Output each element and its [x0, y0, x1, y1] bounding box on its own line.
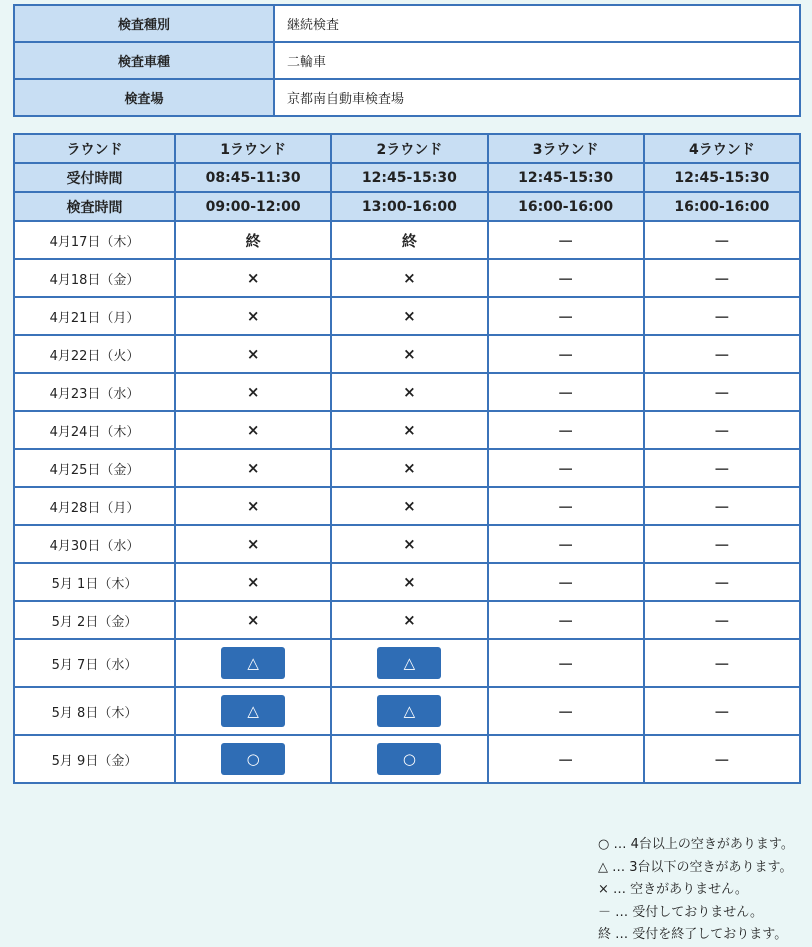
slot-cell [331, 297, 487, 335]
not-accepting-mark: － [557, 383, 574, 403]
schedule-row [14, 221, 800, 259]
slot-cell [644, 221, 800, 259]
schedule-date: 5月 2日（金） [14, 601, 175, 639]
info-value: 二輪車 [274, 42, 800, 79]
not-accepting-mark: － [557, 654, 574, 674]
schedule-date: 5月 8日（木） [14, 687, 175, 735]
slot-cell [644, 487, 800, 525]
slot-cell [331, 639, 487, 687]
slot-cell [644, 687, 800, 735]
full-mark: × [246, 611, 260, 629]
slot-cell [331, 563, 487, 601]
not-accepting-mark: － [713, 307, 730, 327]
full-mark: × [403, 497, 416, 515]
full-mark: × [246, 535, 260, 553]
info-label: 検査種別 [14, 5, 274, 42]
full-mark: × [246, 269, 260, 287]
legend-not-accepting: － … 受付しておりません。 [598, 904, 764, 920]
round-4-header: 4ラウンド [644, 134, 800, 163]
schedule-row [14, 601, 800, 639]
schedule-date: 5月 9日（金） [14, 735, 175, 783]
schedule-date: 5月 7日（水） [14, 639, 175, 687]
not-accepting-mark: － [713, 459, 730, 479]
schedule-row [14, 297, 800, 335]
schedule-date: 4月22日（火） [14, 335, 175, 373]
not-accepting-mark: － [557, 345, 574, 365]
not-accepting-mark: － [713, 611, 730, 631]
slot-cell [331, 525, 487, 563]
slot-cell [175, 487, 331, 525]
slot-cell [331, 335, 487, 373]
inspection-time-row [14, 192, 800, 221]
full-mark: × [403, 573, 416, 591]
slot-cell [175, 601, 331, 639]
round-header-row [14, 134, 800, 163]
not-accepting-mark: － [713, 383, 730, 403]
inspection-label: 検査時間 [14, 192, 175, 221]
slot-cell [644, 449, 800, 487]
reception-time: 08:45-11:30 [175, 163, 331, 192]
slot-cell [175, 411, 331, 449]
not-accepting-mark: － [713, 421, 730, 441]
schedule-date: 4月21日（月） [14, 297, 175, 335]
reception-time: 12:45-15:30 [331, 163, 487, 192]
not-accepting-mark: － [557, 269, 574, 289]
full-mark: × [403, 459, 416, 477]
slot-cell [488, 259, 644, 297]
full-mark: × [246, 497, 260, 515]
schedule-row [14, 639, 800, 687]
schedule-row [14, 563, 800, 601]
full-mark: × [246, 459, 260, 477]
full-mark: × [246, 383, 260, 401]
slot-cell [488, 639, 644, 687]
legend [598, 834, 794, 947]
inspection-time: 13:00-16:00 [331, 192, 487, 221]
info-row-type [14, 5, 800, 42]
reserve-available-button[interactable]: ○ [221, 743, 285, 775]
schedule-date: 5月 1日（木） [14, 563, 175, 601]
info-row-vehicle [14, 42, 800, 79]
slot-cell [175, 563, 331, 601]
slot-cell [488, 525, 644, 563]
schedule-date: 4月28日（月） [14, 487, 175, 525]
slot-cell [175, 525, 331, 563]
schedule-date: 4月30日（水） [14, 525, 175, 563]
schedule-date: 4月24日（木） [14, 411, 175, 449]
reception-time: 12:45-15:30 [488, 163, 644, 192]
not-accepting-mark: － [713, 535, 730, 555]
inspection-time: 09:00-12:00 [175, 192, 331, 221]
info-label: 検査場 [14, 79, 274, 116]
info-row-station [14, 79, 800, 116]
not-accepting-mark: － [713, 269, 730, 289]
slot-cell [644, 297, 800, 335]
not-accepting-mark: － [557, 459, 574, 479]
schedule-row [14, 335, 800, 373]
legend-available-few: △ … 3台以下の空きがあります。 [598, 859, 793, 875]
not-accepting-mark: － [557, 307, 574, 327]
slot-cell [175, 297, 331, 335]
slot-cell [175, 449, 331, 487]
slot-cell [488, 449, 644, 487]
full-mark: × [403, 383, 416, 401]
full-mark: × [246, 573, 260, 591]
legend-available-many: ○ … 4台以上の空きがあります。 [598, 837, 794, 852]
info-value: 京都南自動車検査場 [274, 79, 800, 116]
closed-mark: 終 [401, 231, 417, 250]
slot-cell [488, 411, 644, 449]
slot-cell [331, 411, 487, 449]
inspection-time: 16:00-16:00 [644, 192, 800, 221]
schedule-date: 4月18日（金） [14, 259, 175, 297]
slot-cell [175, 735, 331, 783]
slot-cell [331, 487, 487, 525]
not-accepting-mark: － [713, 750, 730, 770]
slot-cell [331, 259, 487, 297]
reserve-few-button[interactable]: △ [377, 695, 441, 727]
slot-cell [488, 297, 644, 335]
slot-cell [488, 335, 644, 373]
not-accepting-mark: － [713, 231, 730, 251]
schedule-row [14, 487, 800, 525]
info-value: 継続検査 [274, 5, 800, 42]
schedule-row [14, 449, 800, 487]
slot-cell [644, 525, 800, 563]
reserve-few-button[interactable]: △ [221, 647, 285, 679]
schedule-row [14, 735, 800, 783]
slot-cell [488, 487, 644, 525]
schedule-table [13, 133, 801, 784]
not-accepting-mark: － [557, 421, 574, 441]
reception-time: 12:45-15:30 [644, 163, 800, 192]
slot-cell [331, 373, 487, 411]
closed-mark: 終 [245, 231, 261, 250]
not-accepting-mark: － [557, 497, 574, 517]
schedule-row [14, 525, 800, 563]
legend-full: × … 空きがありません。 [598, 882, 748, 897]
full-mark: × [403, 345, 416, 363]
slot-cell [644, 373, 800, 411]
schedule-row [14, 687, 800, 735]
slot-cell [644, 563, 800, 601]
inspection-time: 16:00-16:00 [488, 192, 644, 221]
reserve-few-button[interactable]: △ [377, 647, 441, 679]
slot-cell [644, 735, 800, 783]
slot-cell [488, 563, 644, 601]
not-accepting-mark: － [557, 573, 574, 593]
not-accepting-mark: － [713, 573, 730, 593]
round-label: ラウンド [14, 134, 175, 163]
slot-cell [488, 221, 644, 259]
slot-cell [175, 259, 331, 297]
schedule-date: 4月25日（金） [14, 449, 175, 487]
slot-cell [644, 411, 800, 449]
schedule-date: 4月17日（木） [14, 221, 175, 259]
not-accepting-mark: － [557, 611, 574, 631]
slot-cell [644, 601, 800, 639]
slot-cell [488, 687, 644, 735]
not-accepting-mark: － [557, 231, 574, 251]
slot-cell [488, 735, 644, 783]
round-1-header: 1ラウンド [175, 134, 331, 163]
schedule-date: 4月23日（水） [14, 373, 175, 411]
slot-cell [175, 373, 331, 411]
slot-cell [488, 373, 644, 411]
full-mark: × [403, 421, 416, 439]
not-accepting-mark: － [713, 702, 730, 722]
slot-cell [644, 639, 800, 687]
not-accepting-mark: － [557, 535, 574, 555]
round-3-header: 3ラウンド [488, 134, 644, 163]
slot-cell [331, 221, 487, 259]
slot-cell [331, 601, 487, 639]
full-mark: × [403, 269, 416, 287]
slot-cell [644, 259, 800, 297]
not-accepting-mark: － [713, 345, 730, 365]
not-accepting-mark: － [713, 654, 730, 674]
not-accepting-mark: － [557, 750, 574, 770]
reception-label: 受付時間 [14, 163, 175, 192]
slot-cell [331, 449, 487, 487]
schedule-row [14, 411, 800, 449]
info-label: 検査車種 [14, 42, 274, 79]
schedule-row [14, 373, 800, 411]
round-2-header: 2ラウンド [331, 134, 487, 163]
slot-cell [175, 335, 331, 373]
slot-cell [175, 221, 331, 259]
inspection-info-table [13, 4, 801, 117]
not-accepting-mark: － [557, 702, 574, 722]
slot-cell [488, 601, 644, 639]
reception-time-row [14, 163, 800, 192]
schedule-row [14, 259, 800, 297]
slot-cell [331, 735, 487, 783]
slot-cell [175, 639, 331, 687]
legend-closed: 終 … 受付を終了しております。 [598, 927, 788, 942]
reserve-available-button[interactable]: ○ [377, 743, 441, 775]
slot-cell [331, 687, 487, 735]
full-mark: × [246, 307, 260, 325]
not-accepting-mark: － [713, 497, 730, 517]
reserve-few-button[interactable]: △ [221, 695, 285, 727]
slot-cell [644, 335, 800, 373]
full-mark: × [246, 421, 260, 439]
full-mark: × [403, 611, 416, 629]
full-mark: × [403, 535, 416, 553]
full-mark: × [246, 345, 260, 363]
full-mark: × [403, 307, 416, 325]
slot-cell [175, 687, 331, 735]
